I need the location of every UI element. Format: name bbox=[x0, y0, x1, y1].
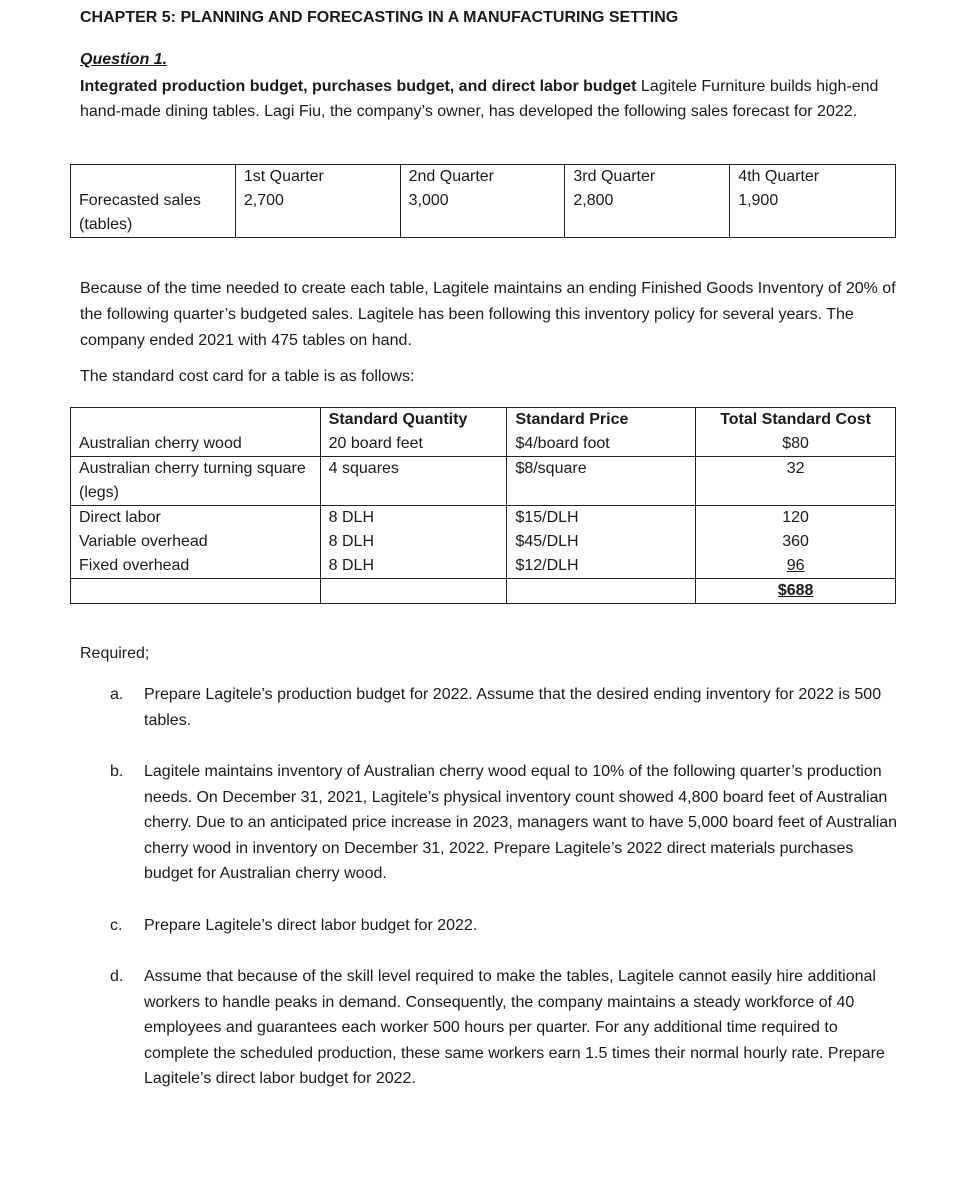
cost-item: Australian cherry turning square (legs) bbox=[71, 457, 321, 506]
cost-price: $15/DLH bbox=[507, 506, 696, 531]
question-label: Question 1. bbox=[80, 51, 168, 68]
cost-quantity: 8 DLH bbox=[320, 506, 507, 531]
header-cell: 4th Quarter bbox=[730, 165, 896, 190]
intro-bold-title: Integrated production budget, purchases budget, and direct labor budget bbox=[80, 78, 637, 95]
header-cell: 3rd Quarter bbox=[565, 165, 730, 190]
cost-row-labor bbox=[71, 506, 896, 531]
requirement-label: d. bbox=[110, 968, 124, 985]
required-label: Required; bbox=[80, 645, 150, 662]
requirement-text: Assume that because of the skill level required to make the tables, Lagitele cannot easily hire additional workers to handle peaks in demand. Consequently, the company maintains a steady workforce of 40 employees and guarantees each worker 500 hours per quarter. For any additional time required to complete the scheduled production, these same workers earn 1.5 times their normal hourly rate. Prepare Lagitele’s direct labor budget for 2022. bbox=[144, 968, 885, 1087]
sales-forecast-table bbox=[70, 164, 896, 238]
empty-cell bbox=[507, 579, 696, 604]
requirement-b bbox=[110, 759, 900, 887]
cost-total-row bbox=[71, 579, 896, 604]
cost-quantity: 4 squares bbox=[320, 457, 507, 506]
cost-item: Australian cherry wood bbox=[71, 432, 321, 457]
cost-row-variable-overhead bbox=[71, 530, 896, 554]
sales-value: 3,000 bbox=[400, 189, 565, 238]
header-cell: Total Standard Cost bbox=[696, 408, 896, 433]
empty-cell bbox=[320, 579, 507, 604]
cost-quantity: 20 board feet bbox=[320, 432, 507, 457]
requirement-a bbox=[110, 682, 900, 733]
empty-cell bbox=[71, 579, 321, 604]
requirement-label: a. bbox=[110, 686, 124, 703]
header-cell: 1st Quarter bbox=[235, 165, 400, 190]
cost-row-wood bbox=[71, 432, 896, 457]
intro-text: Lagitele Furniture builds high-end hand-made dining tables. Lagi Fiu, the company’s owner, has developed the following sales forecast for 2022. bbox=[80, 78, 879, 120]
requirement-label: b. bbox=[110, 763, 124, 780]
requirement-text: Prepare Lagitele’s production budget for 2022. Assume that the desired ending inventory for 2022 is 500 tables. bbox=[144, 686, 882, 729]
cost-total: 120 bbox=[696, 506, 896, 531]
chapter-title: CHAPTER 5: PLANNING AND FORECASTING IN A MANUFACTURING SETTING bbox=[80, 9, 679, 26]
standard-cost-table bbox=[70, 407, 896, 604]
requirement-label: c. bbox=[110, 917, 123, 934]
requirement-c bbox=[110, 913, 900, 939]
cost-row-fixed-overhead bbox=[71, 554, 896, 579]
sales-value: 1,900 bbox=[730, 189, 896, 238]
row-label: Forecasted sales (tables) bbox=[71, 189, 236, 238]
cost-item: Variable overhead bbox=[71, 530, 321, 554]
cost-quantity: 8 DLH bbox=[320, 554, 507, 579]
cost-header-row bbox=[71, 408, 896, 433]
sales-value: 2,800 bbox=[565, 189, 730, 238]
sales-data-row bbox=[71, 189, 896, 238]
cost-row-legs bbox=[71, 457, 896, 506]
question-intro bbox=[80, 74, 900, 124]
cost-price: $8/square bbox=[507, 457, 696, 506]
standard-cost-intro: The standard cost card for a table is as follows: bbox=[80, 368, 415, 385]
requirement-text: Prepare Lagitele’s direct labor budget for 2022. bbox=[144, 917, 478, 934]
header-cell: Standard Quantity bbox=[320, 408, 507, 433]
cost-price: $45/DLH bbox=[507, 530, 696, 554]
header-cell: 2nd Quarter bbox=[400, 165, 565, 190]
cost-total: $80 bbox=[696, 432, 896, 457]
cost-item: Direct labor bbox=[71, 506, 321, 531]
cost-total: 96 bbox=[696, 554, 896, 579]
requirement-d bbox=[110, 964, 900, 1092]
header-cell: Standard Price bbox=[507, 408, 696, 433]
cost-price: $4/board foot bbox=[507, 432, 696, 457]
sales-header-row bbox=[71, 165, 896, 190]
grand-total: $688 bbox=[696, 579, 896, 604]
cost-quantity: 8 DLH bbox=[320, 530, 507, 554]
cost-price: $12/DLH bbox=[507, 554, 696, 579]
requirement-text: Lagitele maintains inventory of Australian cherry wood equal to 10% of the following quarter’s production needs. On December 31, 2021, Lagitele’s physical inventory count showed 4,800 board feet of Australian cherry. Due to an anticipated price increase in 2023, managers want to have 5,000 board feet of Australian cherry wood in inventory on December 31, 2022. Prepare Lagitele’s 2022 direct materials purchases budget for Australian cherry wood. bbox=[144, 763, 898, 882]
inventory-paragraph: Because of the time needed to create each table, Lagitele maintains an ending Finished Goods Inventory of 20% of the following quarter’s budgeted sales. Lagitele has been following this inventory policy for several years. The company ended 2021 with 475 tables on hand. bbox=[80, 280, 896, 349]
header-cell bbox=[71, 408, 321, 433]
sales-value: 2,700 bbox=[235, 189, 400, 238]
header-cell bbox=[71, 165, 236, 190]
cost-total: 360 bbox=[696, 530, 896, 554]
cost-item: Fixed overhead bbox=[71, 554, 321, 579]
cost-total: 32 bbox=[696, 457, 896, 506]
